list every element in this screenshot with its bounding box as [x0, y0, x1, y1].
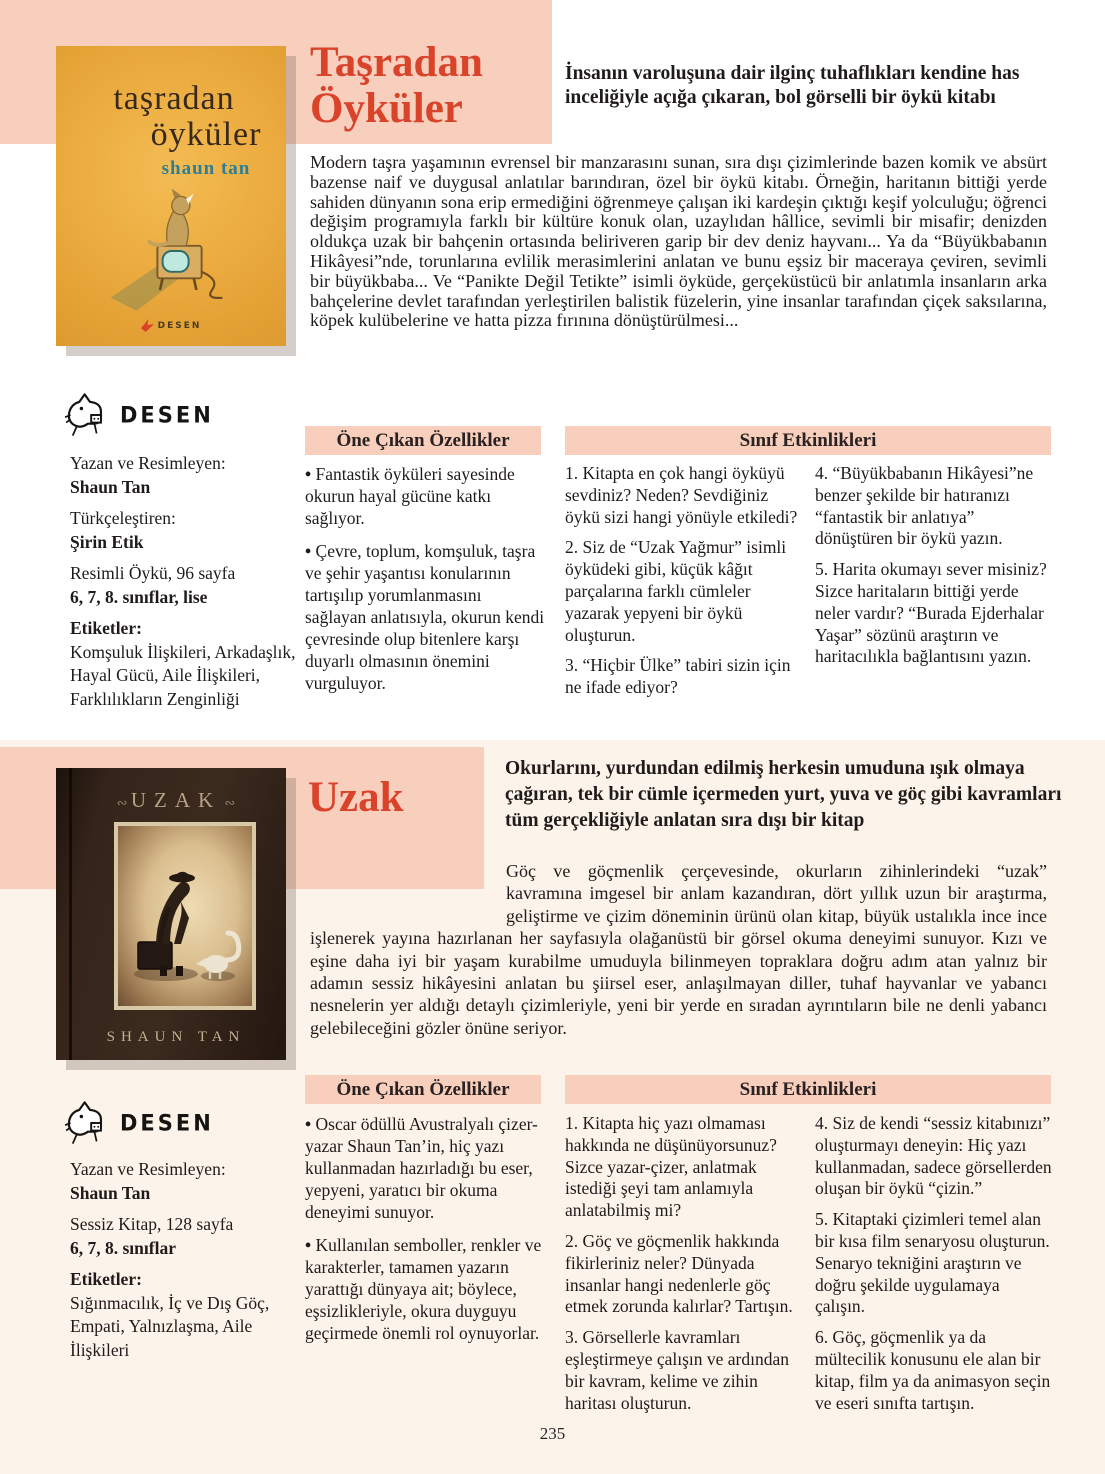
activity-item: 4. “Büyükbabanın Hikâyesi”ne benzer şekilde bir hatıranızı “fantastik bir anlatıya” dönüştüren bir öykü yazın.	[815, 463, 1034, 549]
translator-label: Türkçeleştiren:	[70, 508, 176, 528]
book1-description: Modern taşra yaşamının evrensel bir manzarasını sunan, sıra dışı çizimlerinde bazen komik ve absürt bazense naif ve duygusal anlatılar barındıran, özel bir öykü kitabı. Örneğin, haritanın bittiği yerde sahiden dünyanın sona erip ermediğini öğrenmeye çalışan iki kardeşin çıktığı keşif yolculuğu; öğrenci değişim programıyla farklı bir kültüre konuk olan, uzaylıdan hâllice, sevimli bir misafir; denizden oldukça uzak bir bahçenin ortasında beliriveren garip bir dev deniz hayvanı... Ya da “Büyükbabanın Hikâyesi”nde, torunlarına evlilik merasimlerini anlatan ve bunu eşsiz bir maceraya çeviren, sevimli bir büyükbaba... Ve “Panikte Değil Tetikte” isimli öyküde, gerçeküstücü bir anlatımla insanların arka bahçelerine devlet tarafından yerleştirilen balistik füzelerin, yine insanlar tarafından çiçek saksılarına, köpek kulübelerine ve hatta pizza fırınına dönüştürülmesi...	[310, 152, 1047, 331]
activity-item: 2. Göç ve göçmenlik hakkında fikirleriniz neler? Dünyada insanlar hangi nedenlerle göç etmek zorunda kalırlar? Tartışın.	[565, 1230, 793, 1317]
cover-publisher-mark	[56, 319, 286, 332]
book1-features-header: Öne Çıkan Özellikler	[305, 426, 541, 455]
feature-item: • Çevre, toplum, komşuluk, taşra ve şehir yaşantısı konularının tartışılıp yorumlanmasını sağlayan anlatısıyla, okurun kendi çevresinde olup bitenlere karşı duyarlı olmasının önemini vurguluyor.	[305, 540, 545, 694]
text-wrap-spacer	[310, 860, 506, 906]
activity-item: 1. Kitapta en çok hangi öyküyü sevdiniz? Neden? Sevdiğiniz öykü sizi hangi yönüyle etkiledi?	[565, 463, 798, 527]
book-cover-tasradan-oykuler	[56, 46, 286, 346]
cover-publisher-name: DESEN	[157, 320, 202, 331]
cover-title: ∾ UZAK ∾	[116, 788, 236, 812]
book2-intro: Okurlarını, yurdundan edilmiş herkesin umuduna ışık olmaya çağıran, tek bir cümle içermeden yurt, yuva ve göç gibi kavramları tüm gerçekliğiyle anlatan sıra dışı bir kitap	[505, 758, 1062, 831]
tags-list: Sığınmacılık, İç ve Dış Göç, Empati, Yalnızlaşma, Aile İlişkileri	[70, 1292, 270, 1360]
book2-description-block	[310, 860, 1047, 1039]
cover-spine-line	[69, 768, 72, 1060]
activity-item: 5. Kitaptaki çizimleri temel alan bir kısa film senaryosu oluşturun. Senaryo tekniğini araştırın ve doğru şekilde uygulamaya çalışın.	[815, 1209, 1050, 1317]
desen-publisher-logo	[64, 1100, 214, 1146]
book1-features-list	[305, 463, 545, 705]
cover-author: SHAUN TAN	[106, 1029, 246, 1045]
activity-item: 6. Göç, göçmenlik ya da mültecilik konusunu ele alan bir kitap, film ya da animasyon seçin ve eseri sınıfta tartışın.	[815, 1327, 1051, 1413]
activity-item: 1. Kitapta hiç yazı olmaması hakkında ne düşünüyorsunuz? Sizce yazar-çizer, anlatmak istediği şeyi tam anlamıyla anlatabilmiş mi?	[565, 1113, 777, 1221]
book-cover-uzak	[56, 768, 286, 1060]
cover-title-line2: öyküler	[150, 116, 262, 153]
book1-activities-col1	[565, 463, 805, 708]
activity-item: 5. Harita okumayı sever misiniz? Sizce haritaların bittiği yerde neler vardır? “Burada Ejderhalar Yaşar” sözünü araştırın ve haritacılıkla bağlantısını yazın.	[815, 559, 1047, 667]
book1-title: Taşradan Öyküler	[310, 39, 483, 132]
cover-framed-illustration	[114, 822, 256, 1010]
desen-logo-text: DESEN	[120, 402, 214, 428]
feature-item: • Oscar ödüllü Avustralyalı çizer-yazar Shaun Tan’in, hiç yazı kullanmadan hazırladığı bu eser, yepyeni, yaratıcı bir okuma deneyimi sunuyor.	[305, 1113, 545, 1223]
book2-title: Uzak	[308, 774, 404, 821]
dog-on-tv-illustration	[108, 186, 238, 316]
book2-activities-col1	[565, 1113, 805, 1423]
grade-levels: 6, 7, 8. sınıflar, lise	[70, 586, 208, 607]
tags-label: Etiketler:	[70, 1269, 142, 1289]
activity-item: 2. Siz de “Uzak Yağmur” isimli öyküdeki gibi, küçük kâğıt parçalarına farklı cümleler yazarak yepyeni bir öykü oluşturun.	[565, 537, 787, 645]
format-pages: Resimli Öykü, 96 sayfa	[70, 563, 236, 583]
dog-head-sketch-icon	[64, 1100, 114, 1146]
book1-activities-header: Sınıf Etkinlikleri	[565, 426, 1051, 455]
activity-item: 4. Siz de kendi “sessiz kitabınızı” oluşturmayı deneyin: Hiç yazı kullanmadan, sadece görsellerden oluşan bir öykü “çizin.”	[815, 1113, 1052, 1199]
book2-description: Göç ve göçmenlik çerçevesinde, okurların zihinlerindeki “uzak” kavramına imgesel bir anlam kazandıran, dört yıllık uzun bir araştırma, geliştirme ve çizim döneminin ürünü olan kitap, büyük ustalıkla ince ince işlenerek yayına hazırlanan her sayfasıyla olağanüstü bir görsel okuma deneyimi sunuyor. Kızı ve eşine daha iyi bir yaşam kurabilme umuduyla bilinmeyen topraklara doğru adım atan yalnız bir adamın sessiz hikâyesini anlatan bu şiirsel eser, anlaşılmayan diller, tuhaf hayvanlar ve yabancı nesnelerin yer aldığı detaylı çizimleriyle, yeni bir yerde en sıradan ayrıntıların bile ne denli yabancı gelebileceğini gözler önüne seriyor.	[310, 861, 1047, 1038]
book2-features-list	[305, 1113, 545, 1355]
desen-logo-text: DESEN	[120, 1110, 214, 1136]
feature-item: • Fantastik öyküleri sayesinde okurun hayal gücüne katkı sağlıyor.	[305, 463, 545, 529]
desen-publisher-logo	[64, 392, 214, 438]
book1-credits	[70, 452, 305, 719]
translator-value: Şirin Etik	[70, 531, 144, 552]
publisher-bird-icon	[141, 319, 154, 332]
feature-item: • Kullanılan semboller, renkler ve karakterler, tamamen yazarın yarattığı dünyaya ait; böylece, eşsizlikleriyle, okura duyguyu geçirmede önemli rol oynuyorlar.	[305, 1234, 545, 1344]
book1-activities-col2	[815, 463, 1053, 677]
format-pages: Sessiz Kitap, 128 sayfa	[70, 1214, 234, 1234]
migrant-scene-illustration	[118, 826, 252, 1006]
book2-features-header: Öne Çıkan Özellikler	[305, 1075, 541, 1104]
dog-head-sketch-icon	[64, 392, 114, 438]
activity-item: 3. “Hiçbir Ülke” tabiri sizin için ne ifade ediyor?	[565, 655, 791, 698]
tags-list: Komşuluk İlişkileri, Arkadaşlık, Hayal Gücü, Aile İlişkileri, Farklılıkların Zenginliği	[70, 641, 296, 709]
activity-item: 3. Görsellerle kavramları eşleştirmeye çalışın ve ardından bir kavram, kelime ve zihin haritası oluşturun.	[565, 1327, 790, 1413]
book2-activities-col2	[815, 1113, 1053, 1423]
written-by-label: Yazan ve Resimleyen:	[70, 1159, 226, 1179]
book1-intro: İnsanın varoluşuna dair ilginç tuhaflıkları kendine has inceliğiyle açığa çıkaran, bol görselli bir öykü kitabı	[565, 63, 1020, 108]
page-number: 235	[539, 1424, 566, 1443]
grade-levels: 6, 7, 8. sınıflar	[70, 1237, 176, 1258]
cover-author: shaun tan	[161, 158, 251, 179]
written-by-label: Yazan ve Resimleyen:	[70, 453, 226, 473]
tags-label: Etiketler:	[70, 618, 142, 638]
cover-title-line1: taşradan	[113, 80, 235, 117]
written-by-value: Shaun Tan	[70, 476, 151, 497]
book2-credits	[70, 1158, 305, 1370]
written-by-value: Shaun Tan	[70, 1182, 151, 1203]
book2-activities-header: Sınıf Etkinlikleri	[565, 1075, 1051, 1104]
